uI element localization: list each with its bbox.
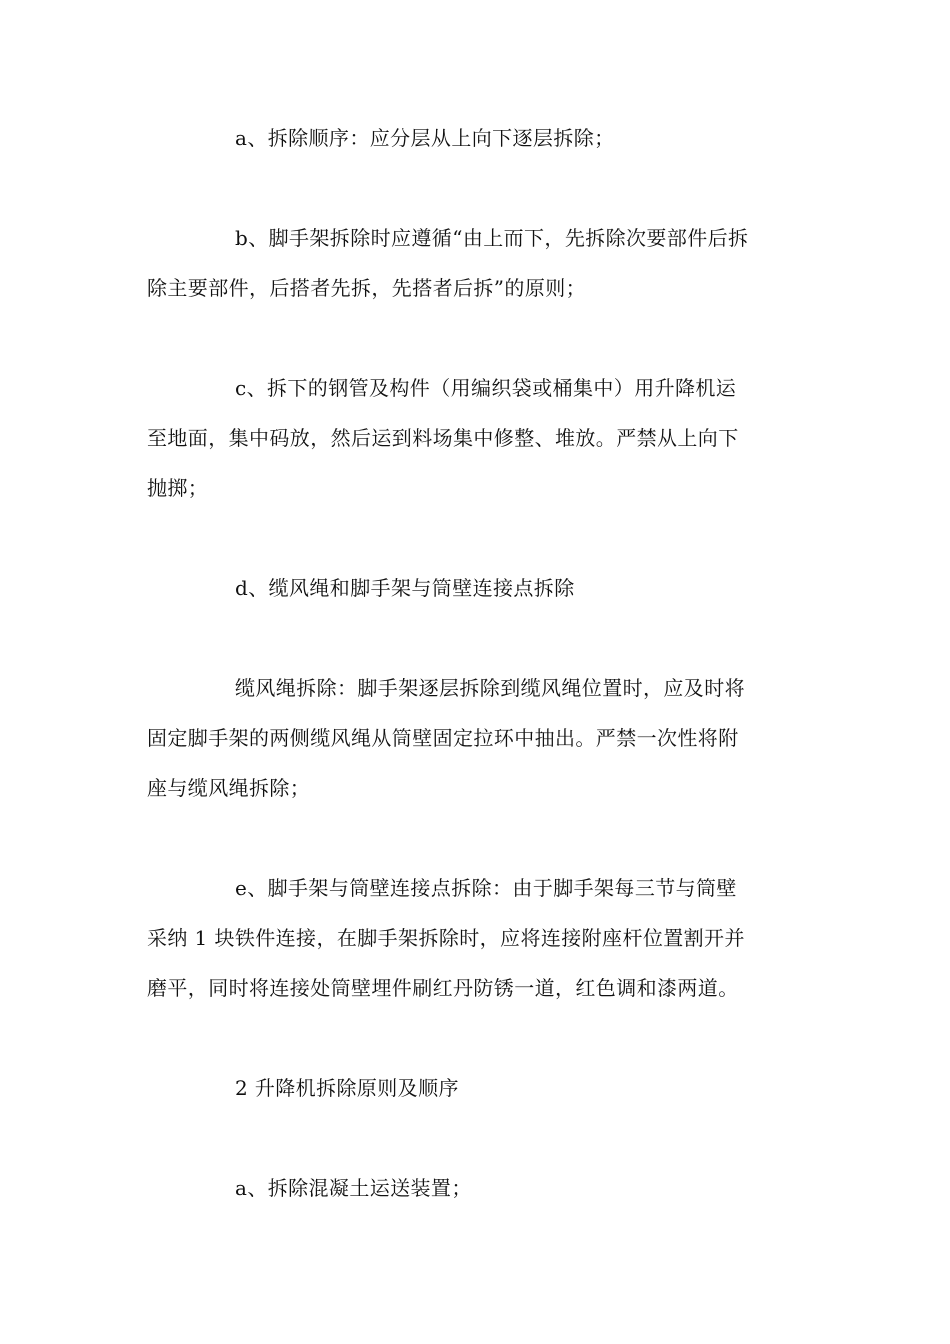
text-line: 抛掷； bbox=[147, 476, 209, 500]
text-line: a、拆除顺序：应分层从上向下逐层拆除； bbox=[235, 126, 615, 150]
paragraph-a-concrete-conveyor bbox=[147, 1163, 807, 1213]
text-line: 除主要部件，后搭者先拆，先搭者后拆”的原则； bbox=[147, 276, 587, 300]
text-line: 缆风绳拆除：脚手架逐层拆除到缆风绳位置时，应及时将 bbox=[235, 676, 745, 700]
text-line: c、拆下的钢管及构件（用编织袋或桶集中）用升降机运 bbox=[235, 376, 737, 400]
text-line: 固定脚手架的两侧缆风绳从筒壁固定拉环中抽出。严禁一次性将附 bbox=[147, 726, 739, 750]
text-line: d、缆风绳和脚手架与筒壁连接点拆除 bbox=[235, 576, 575, 600]
text-line: e、脚手架与筒壁连接点拆除：由于脚手架每三节与筒壁 bbox=[235, 876, 737, 900]
paragraph-guy-rope-removal bbox=[147, 663, 807, 813]
text-line: b、脚手架拆除时应遵循“由上而下，先拆除次要部件后拆 bbox=[235, 226, 749, 250]
paragraph-c-pipe-transport bbox=[147, 363, 807, 513]
text-line: 2 升降机拆除原则及顺序 bbox=[235, 1076, 459, 1100]
text-line: 至地面，集中码放，然后运到料场集中修整、堆放。严禁从上向下 bbox=[147, 426, 739, 450]
paragraph-e-connection-removal bbox=[147, 863, 807, 1013]
text-line: 座与缆风绳拆除； bbox=[147, 776, 311, 800]
section-heading-hoist-removal bbox=[147, 1063, 807, 1113]
text-line: 磨平，同时将连接处筒壁埋件刷红丹防锈一道，红色调和漆两道。 bbox=[147, 976, 739, 1000]
text-line: a、拆除混凝土运送装置； bbox=[235, 1176, 472, 1200]
paragraph-a-removal-order bbox=[147, 113, 807, 163]
paragraph-b-scaffold-principle bbox=[147, 213, 807, 313]
text-line: 采纳 1 块铁件连接，在脚手架拆除时，应将连接附座杆位置割开并 bbox=[147, 926, 745, 950]
paragraph-d-guy-rope-heading bbox=[147, 563, 807, 613]
